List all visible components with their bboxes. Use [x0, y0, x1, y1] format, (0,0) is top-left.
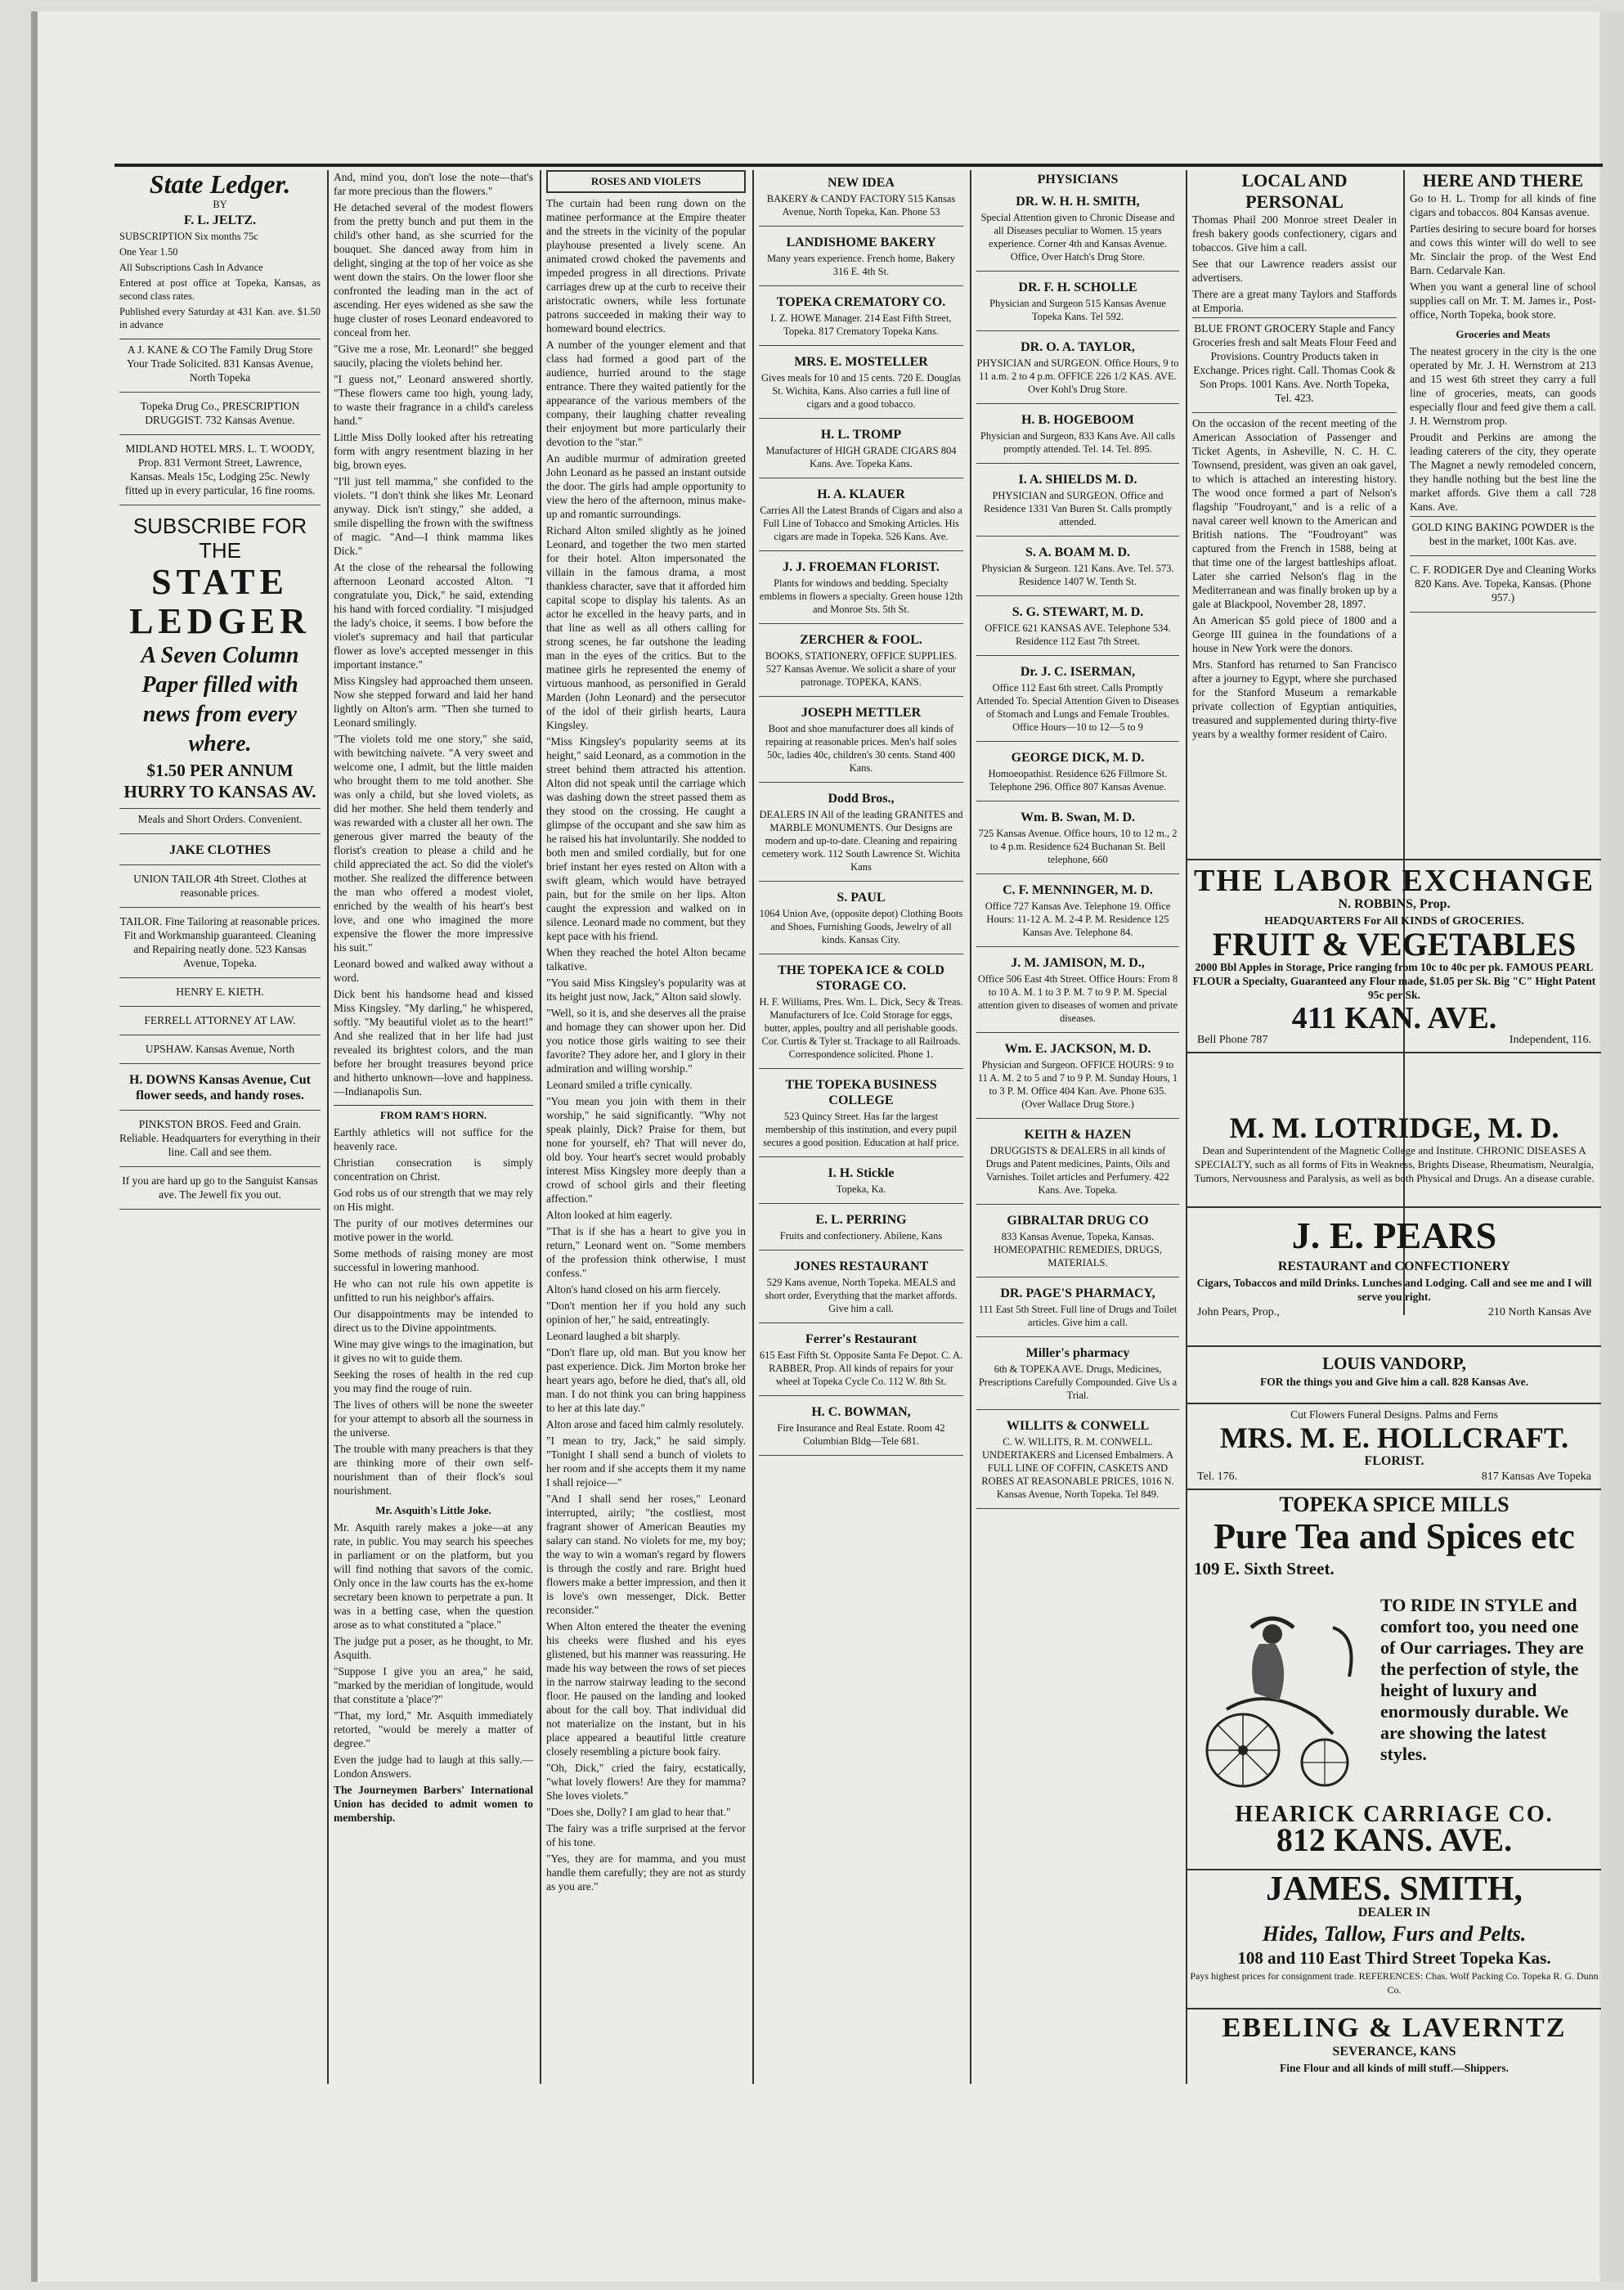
- ad: [976, 275, 1179, 331]
- paragraph: "Does she, Dolly? I am glad to hear that.": [546, 1806, 731, 1818]
- ad-title: THE TOPEKA BUSINESS COLLEGE: [785, 1078, 937, 1107]
- ad: [976, 1281, 1179, 1337]
- ad-text: PHYSICIAN and SURGEON. Office and Residence 1331 Van Buren St. Calls promptly attended.: [984, 490, 1172, 528]
- ad-title: Ferrer's Restaurant: [805, 1332, 917, 1346]
- subscribe-line: SUBSCRIBE FOR THE: [132, 514, 307, 563]
- hearick-ad: [1187, 1803, 1601, 1856]
- paragraph: He who can not rule his own appetite is unfitted to run his neighbor's affairs.: [334, 1277, 533, 1304]
- ad-text: Office 112 East 6th street. Calls Promptly Attended To. Special Attention Given to Diseases of Stomach and Lungs and Female Troubles. Office Hours—10 to 12—5 to 9: [976, 682, 1179, 733]
- ad: [759, 958, 963, 1069]
- ad-text: HEADQUARTERS For All KINDS of GROCERIES.: [1264, 915, 1524, 927]
- ad-text: Cigars, Tobaccos and mild Drinks. Lunches and Lodging. Call and see me and I will serve you right.: [1196, 1277, 1592, 1303]
- ad-title: I. H. Stickle: [828, 1166, 895, 1180]
- ad-text: Many years experience. French home, Bakery 316 E. 4th St.: [766, 253, 956, 277]
- paragraph: Wine may give wings to the imagination, but it gives no wit to guide them.: [334, 1338, 533, 1364]
- asquith-joke: [334, 1520, 533, 1780]
- ad-address: 812 KANS. AVE.: [1276, 1821, 1513, 1858]
- ad: [976, 1036, 1179, 1119]
- subscribe-ledger: LEDGER: [129, 601, 311, 641]
- ad-text: GOLD KING BAKING POWDER is the best in the market, 100t Kas. ave.: [1411, 521, 1595, 547]
- ad: [759, 786, 963, 882]
- story-title: ROSES AND VIOLETS: [546, 170, 746, 193]
- column-5: [971, 170, 1184, 2084]
- ad: [119, 869, 321, 908]
- paragraph: "You mean you join with them in their worship," he said significantly. "Why not speak plainly, Dick? Praise for them, but none for yourself, eh? That will never do, old boy. Your heart's secret would probably interest Miss Kingsley more deeply than a crowd of school girls and their fleeting affection.": [546, 1095, 746, 1205]
- paragraph: Mr. Asquith rarely makes a joke—at any rate, in public. You may search his speeches in parliament or on the platform, but you will find nothing that savors of the comic. Only once in the law courts has the ex-home secretary been known to perpetrate a pun. It was in a betting case, when the question arose as to what constituted a "place.": [334, 1521, 533, 1631]
- ad-text: Topeka Drug Co., PRESCRIPTION DRUGGIST. 732 Kansas Avenue.: [140, 400, 300, 426]
- ad-text: Boot and shoe manufacturer does all kinds of repairing at reasonable prices. Men's half soles 50c, ladies 40c, children's 30 cents. Stand 400 Kans.: [765, 723, 957, 774]
- ad-text: 1064 Union Ave, (opposite depot) Clothing Boots and Shoes, Furnishing Goods, Jewelry of all kinds. Kansas City.: [759, 908, 963, 945]
- paragraph: Seeking the roses of health in the red cup you may find the rouge of ruin.: [334, 1368, 533, 1394]
- ad-title: J. E. PEARS: [1291, 1215, 1497, 1256]
- ad: [759, 1254, 963, 1323]
- column-2: [329, 170, 538, 2084]
- ad-text: Office 727 Kansas Ave. Telephone 19. Office Hours: 11-12 A. M. 2-4 P. M. Residence 125 Kansas Ave. Telephone 84.: [985, 900, 1171, 938]
- ad-title: JAMES. SMITH,: [1266, 1870, 1523, 1908]
- ad-text: JAKE CLOTHES: [168, 843, 271, 857]
- ad: [976, 1413, 1179, 1509]
- rate-line: All Subscriptions Cash In Advance: [119, 262, 263, 273]
- ad-text: UPSHAW. Kansas Avenue, North: [145, 1043, 295, 1055]
- paragraph: "Don't mention her if you hold any such opinion of her," he said, entreatingly.: [546, 1300, 746, 1326]
- ad-title: JOSEPH METTLER: [801, 706, 922, 720]
- ad-title: TOPEKA SPICE MILLS: [1279, 1493, 1510, 1516]
- paragraph: "I mean to try, Jack," he said simply. "Tonight I shall send a bunch of violets to her room and if she accepts them it my name I shall rejoice—": [546, 1435, 746, 1488]
- ad-text: H. F. Williams, Pres. Wm. L. Dick, Secy & Treas. Manufacturers of Ice. Cold Storage for eggs, butter, apples, poultry and all perishable goods. Cor. Curtis & Tyler st. Trackage to all Railroads. Correspondence solicited. Phone 1.: [759, 996, 963, 1060]
- paragraph: "That, my lord," Mr. Asquith immediately retorted, "would be merely a matter of degree.": [334, 1709, 533, 1749]
- subscribe-address: HURRY TO KANSAS AV.: [123, 782, 316, 802]
- ad-title: THE LABOR EXCHANGE: [1194, 864, 1595, 898]
- ad-title: MRS. E. MOSTELLER: [794, 355, 928, 369]
- scan-edge: [31, 11, 38, 2282]
- ad-title: EBELING & LAVERNTZ: [1222, 2013, 1567, 2043]
- ad-title: NEW IDEA: [828, 176, 895, 190]
- paragraph: And, mind you, don't lose the note—that's far more precious than the flowers.": [334, 171, 533, 197]
- paragraph: On the occasion of the recent meeting of the American Association of Passenger and Ticket Agents, in Asheville, N. C. H. C. Townsend, president, was given an oak gavel, to which is attached an interesting history. The wood once formed a part of Nelson's flagship "Foudroyant," and is a relic of a naval career well known to the American and British nations. The "Foudroyant" was captured from the French in 1588, being at that time one of the largest battleships afloat. Later she carried Nelson's flag in the Mediterranean and was finally broken up by a gale at Blackpool, November 28, 1897.: [1192, 417, 1397, 610]
- paragraph: Proudit and Perkins are among the leading caterers of the city, they operate The Magnet a newly remodeled concern, they handle nothing but the best line the market affords. Give them a call 728 Kans. Ave.: [1410, 431, 1596, 513]
- ad-text: Fine Flour and all kinds of mill stuff.—Shippers.: [1280, 2062, 1509, 2074]
- ad: [976, 805, 1179, 874]
- ad: [119, 981, 321, 1007]
- ad: [976, 335, 1179, 404]
- paragraph: Mrs. Stanford has returned to San Francisco after a journey to Egypt, where she purchased for the Stanford Museum a remarkable private collection of Egyptian antiquities, treasured and supplemented during thirty-five years by a wealthy former resident of Cairo.: [1192, 658, 1397, 740]
- ad: [759, 170, 963, 227]
- paragraph: "And I shall send her roses," Leonard interrupted, airily; "the costliest, most fragrant shower of American Beauties my salary can stand. No violets for me, my boy; the way to win a woman's regard by flowers is through the costly and rare. Bright hued flowers make a better impression, and then it is love's own messenger, Dick. Better reconsider.": [546, 1493, 746, 1616]
- ad-address: 411 KAN. AVE.: [1291, 1001, 1497, 1035]
- ad-title: FRUIT & VEGETABLES: [1212, 926, 1577, 963]
- ad: [119, 1170, 321, 1210]
- ad-title: Dodd Bros.,: [828, 792, 895, 806]
- ad-text: Manufacturer of HIGH GRADE CIGARS 804 Kans. Ave. Topeka Kans.: [765, 445, 957, 469]
- ad: [1410, 559, 1596, 613]
- ad-text: OFFICE 621 KANSAS AVE. Telephone 534. Residence 112 East 7th Street.: [985, 622, 1171, 647]
- paragraph: "Suppose I give you an area," he said, "marked by the meridian of longitude, would that constitute a 'place'?": [334, 1665, 533, 1705]
- ad-address: SEVERANCE, KANS: [1332, 2045, 1456, 2059]
- subscribe-price: $1.50 PER ANNUM: [146, 761, 294, 780]
- ad: [759, 1327, 963, 1396]
- paragraph: God robs us of our strength that we may rely on His might.: [334, 1187, 533, 1213]
- paragraph: Leonard laughed a bit sharply.: [546, 1330, 680, 1342]
- paragraph: Little Miss Dolly looked after his retreating form with angry resentment blazing in her big, brown eyes.: [334, 431, 533, 471]
- carriage-illustration-icon: [1194, 1595, 1374, 1791]
- ad-title: J. M. JAMISON, M. D.,: [1011, 956, 1145, 970]
- ad: [119, 1010, 321, 1035]
- ad: [759, 290, 963, 346]
- ad-title: Miller's pharmacy: [1025, 1346, 1130, 1360]
- paragraph: See that our Lawrence readers assist our advertisers.: [1192, 258, 1397, 284]
- ad: [759, 885, 963, 954]
- ad: [976, 659, 1179, 742]
- ad: [759, 700, 963, 783]
- subscribe-box: [119, 509, 321, 809]
- ad-text: Office 506 East 4th Street. Office Hours: From 8 to 10 A. M. 1 to 3 P. M. 7 to 9 P. M. Special attention given to diseases of women and private diseases.: [977, 973, 1178, 1024]
- ad-text: C. F. RODIGER Dye and Cleaning Works 820 Kans. Ave. Topeka, Kansas. (Phone 957.): [1410, 564, 1596, 604]
- ad-title: JONES RESTAURANT: [793, 1260, 929, 1273]
- paragraph: The Journeymen Barbers' International Union has decided to admit women to membership.: [334, 1784, 533, 1824]
- ad-address: 109 E. Sixth Street.: [1194, 1559, 1335, 1578]
- ad-title: H. L. TROMP: [820, 428, 902, 442]
- paragraph: "Yes, they are for mamma, and you must handle them carefully; they are not as sturdy as you are.": [546, 1852, 746, 1893]
- ad-title: TOPEKA CREMATORY CO.: [776, 295, 946, 309]
- ad-address: 108 and 110 East Third Street Topeka Kas.: [1237, 1948, 1551, 1968]
- ad: [119, 837, 321, 865]
- ad-title: S. G. STEWART, M. D.: [1012, 605, 1144, 619]
- ad: [976, 1122, 1179, 1205]
- paragraph: "Well, so it is, and she deserves all the praise and homage they can shower upon her. Did you notice those girls waiting to see their favorite? They adore her, and I glory in their admiration and willing worship.": [546, 1007, 746, 1075]
- ebeling-ad: [1187, 2008, 1601, 2077]
- ad-text: Dean and Superintendent of the Magnetic College and Institute. CHRONIC DISEASES A SPECIALTY, such as all forms of Fits in Weakness, Brights Disease, Rheumatism, Neuralgia, Tumors, Nervousness and Paralysis, as well as both Physical and Drugs. An a disease curable.: [1194, 1144, 1595, 1184]
- ad-text: Fruits and confectionery. Abilene, Kans: [779, 1230, 943, 1242]
- ad-text: Fire Insurance and Real Estate. Room 42 Columbian Bldg—Tele 681.: [777, 1422, 945, 1447]
- ad-text: TAILOR. Fine Tailoring at reasonable prices. Fit and Workmanship guaranteed. Cleaning and Repairing neatly done. 523 Kansas Avenue, Topeka.: [119, 915, 321, 969]
- paragraph: When you want a general line of school supplies call on Mr. T. M. James ir., Post-office, North Topeka, book store.: [1410, 281, 1596, 321]
- masthead-by: BY: [213, 199, 227, 210]
- ad-text: BLUE FRONT GROCERY Staple and Fancy Groceries fresh and salt Meats Flour Feed and Provisions. Country Products taken in Exchange. Prices right. Call. Thomas Cook & Son Props. 1001 Kans. Ave. North Topeka, Tel. 423.: [1192, 322, 1397, 404]
- ad-text: A J. KANE & CO The Family Drug Store Your Trade Solicited. 831 Kansas Avenue, North Topeka: [126, 344, 314, 384]
- paragraph: Dick bent his handsome head and kissed Miss Kingsley. "My darling," he whispered, softly. "My beautiful violet as to the heart!" And she realized that in her life had just revealed its brightest colors, and the man before her brought treasures beyond price and hitherto unknown—love and happiness.—Indianapolis Sun.: [334, 988, 533, 1098]
- section-heading: Groceries and Meats: [1456, 328, 1550, 340]
- ad-title: LANDISHOME BAKERY: [786, 236, 936, 249]
- ad: [976, 1208, 1179, 1277]
- paragraph: Richard Alton smiled slightly as he joined Leonard, and together the two men started for their hotel. Alton impersonated the villain in the famous drama, a most thankless character, save that it afforded him capital scope to display his talents. As an actor he excelled in the heavy parts, and in that line as well as all others calling for strong scenes, he far outshone the leading man in the eyes of the critics. But to the matinee girls he represented the enemy of virtuous manhood, as personified in Gerald Marden (John Leonard) and the persecutor of the idol of their girlish hearts, Laura Kingsley.: [546, 524, 746, 731]
- paragraph: Alton's hand closed on his arm fiercely.: [546, 1283, 721, 1295]
- ad-title: E. L. PERRING: [815, 1213, 907, 1227]
- lotridge-ad: [1187, 1112, 1601, 1188]
- story-continued: [334, 170, 533, 1098]
- ad-title: DR. PAGE'S PHARMACY,: [1000, 1286, 1155, 1300]
- masthead: [119, 170, 321, 339]
- ad: [119, 911, 321, 978]
- ad-text: Cut Flowers Funeral Designs. Palms and Ferns: [1290, 1408, 1498, 1421]
- rate-line: SUBSCRIPTION Six months 75c: [119, 231, 258, 242]
- ad-title: M. M. LOTRIDGE, M. D.: [1229, 1111, 1559, 1144]
- rams-horn: [334, 1125, 533, 1497]
- ad: [759, 555, 963, 624]
- paragraph: Some methods of raising money are most successful in lowering manhood.: [334, 1247, 533, 1273]
- ad-text: DEALER IN: [1357, 1906, 1431, 1920]
- ad-title: H. C. BOWMAN,: [811, 1405, 911, 1419]
- ad: [759, 1399, 963, 1456]
- paragraph: Thomas Phail 200 Monroe street Dealer in fresh bakery goods confectionery, cigars and tobaccos. Give him a call.: [1192, 213, 1397, 254]
- ad-text: Physician & Surgeon. 121 Kans. Ave. Tel. 573. Residence 1407 W. Tenth St.: [981, 563, 1174, 587]
- ad-title: GIBRALTAR DRUG CO: [1007, 1214, 1149, 1228]
- paragraph: "Miss Kingsley's popularity seems at its height," said Leonard, as a commotion in the street behind them attracted his attention. Alton did not speak until the carriage which was dashing down the street passed them as they stood on the crossing. He caught a glimpse of the occupant and she saw him as he raised his hat involuntarily. She nodded to both men and smiled cordially, but for one brief instant her eyes rested on Alton with a swift gleam, which would have betrayed pain, but for the smile on her lips. Alton caught the expression and walked on in silence. Leonard made no comment, but they kept pace with his friend.: [546, 735, 746, 942]
- ad: [759, 1161, 963, 1204]
- ad-text: John Pears, Prop.,: [1197, 1306, 1280, 1318]
- paragraph: "I guess not," Leonard answered shortly. "These flowers came too high, young lady, to waste their fragrance in a child's careless hand.": [334, 373, 533, 427]
- ad-title: GEORGE DICK, M. D.: [1011, 751, 1145, 765]
- ad-text: H. DOWNS Kansas Avenue, Cut flower seeds, and handy roses.: [129, 1073, 311, 1102]
- published-note: Published every Saturday at 431 Kan. ave. $1.50 in advance: [119, 306, 321, 330]
- ad-title: LOUIS VANDORP,: [1322, 1354, 1466, 1373]
- paragraph: "The violets told me one story," she said, with bewitching naivete. "A very sweet and welcome one, I admit, but the little maiden who brought them to me told another. She was only a child, but she loved violets, as did her mother. She held them tenderly and was rewarded with a cluster all her own. The generous giver marred the beauty of the florist's creation to please a child and he child appreciated the act. So did the violet's mother. She realized the difference between the man who offered a modest violet, enriched by the wealth of his heart's best love, and one who imagined the more expensive the flower the more impressive his suit.": [334, 733, 533, 954]
- ad-title: Wm. E. JACKSON, M. D.: [1004, 1042, 1151, 1056]
- ad: [119, 396, 321, 435]
- ad-text: DRUGGISTS & DEALERS in all kinds of Drugs and Patent medicines, Paints, Oils and Varnishes. Toilet articles and Perfumery. 422 Kans. Ave. Topeka.: [985, 1145, 1170, 1196]
- paragraph: There are a great many Taylors and Staffords at Emporia.: [1192, 288, 1397, 314]
- ad: [759, 422, 963, 478]
- paragraph: An American $5 gold piece of 1800 and a George III guinea in the foundations of a house in New York were the donors.: [1192, 614, 1397, 654]
- masthead-editor: F. L. JELTZ.: [183, 213, 257, 227]
- paragraph: He detached several of the modest flowers from the pretty bunch and put them in the child's other hand, as she scurried for the bouquet. She danced away from him in delight, singing at the top of her voice as she went down the stairs. On the lower floor she confronted the leading man in the act of ascending. Her eyes widened as she saw the huge cluster of roses Leonard endeavored to conceal from her.: [334, 201, 533, 339]
- ad-text: If you are hard up go to the Sanguist Kansas ave. The Jewell fix you out.: [122, 1174, 318, 1201]
- ad-text: Physician and Surgeon. OFFICE HOURS: 9 to 11 A. M. 2 to 5 and 7 to 9 P. M. Sunday Hours, 1 to 3 P. M. Office 404 Kan. Ave. Phone 635. (Over Wallace Drug Store.): [977, 1059, 1178, 1110]
- ad-text: 2000 Bbl Apples in Storage, Price ranging from 10c to 40c per pk. FAMOUS PEARL FLOUR a Specialty, Guaranteed any Flour made, $1.05 per Sk. Big "C" Hight Patent 95c per Sk.: [1192, 961, 1596, 1001]
- top-rule: [114, 164, 1603, 167]
- subscribe-desc: A Seven Column Paper filled with news from every where.: [141, 643, 299, 757]
- ad-title: KEITH & HAZEN: [1024, 1128, 1132, 1142]
- ad-title: HEARICK CARRIAGE CO.: [1235, 1802, 1554, 1827]
- ad-title: DR. W. H. H. SMITH,: [1016, 195, 1140, 209]
- ad: [976, 467, 1179, 537]
- ad-title: H. A. KLAUER: [817, 487, 905, 501]
- ad-title: Wm. B. Swan, M. D.: [1020, 810, 1135, 824]
- ad-text: UNION TAILOR 4th Street. Clothes at reasonable prices.: [133, 873, 307, 899]
- smith-ad: [1187, 1869, 1601, 2000]
- ad-text: PINKSTON BROS. Feed and Grain. Reliable. Headquarters for everything in their line. Call and see them.: [119, 1118, 321, 1158]
- ad: [119, 1039, 321, 1064]
- vandorp-ad: [1187, 1345, 1601, 1391]
- ad-text: Pays highest prices for consignment trade. REFERENCES: Chas. Wolf Packing Co. Topeka R. G. Dunn Co.: [1190, 1970, 1599, 1996]
- ad-text: BAKERY & CANDY FACTORY 515 Kansas Avenue, North Topeka, Kan. Phone 53: [766, 193, 956, 218]
- labor-exchange-ad: [1187, 859, 1601, 1053]
- ad-text: FLORIST.: [1364, 1454, 1424, 1468]
- ad-phone: Tel. 176.: [1197, 1471, 1238, 1483]
- ad: [759, 349, 963, 419]
- ad-text: Physician and Surgeon, 833 Kans Ave. All calls promptly attended. Tel. 14. Tel. 895.: [980, 430, 1176, 455]
- ad-text: MIDLAND HOTEL MRS. L. T. WOODY, Prop. 831 Vermont Street, Lawrence, Kansas. Meals 15c, Lodging 25c. Newly fitted up in every particular, 16 fine rooms.: [124, 442, 316, 496]
- paragraph: Earthly athletics will not suffice for the heavenly race.: [334, 1126, 533, 1152]
- ad-text: Homoeopathist. Residence 626 Fillmore St. Telephone 296. Office 807 Kansas Avenue.: [988, 768, 1168, 793]
- paragraph: Go to H. L. Tromp for all kinds of fine cigars and tobaccos. 804 Kansas avenue.: [1410, 192, 1596, 218]
- ad-text: 111 East 5th Street. Full line of Drugs and Toilet articles. Give him a call.: [978, 1304, 1178, 1328]
- column-4: [754, 170, 968, 2084]
- paragraph: An audible murmur of admiration greeted John Leonard as he passed an instant outside the door. The girls had ample opportunity to view the hero of the afternoon, minus make-up and romantic surroundings.: [546, 452, 746, 520]
- ad-title: Dr. J. C. ISERMAN,: [1020, 665, 1136, 679]
- postal-note: Entered at post office at Topeka, Kansas, as second class rates.: [119, 277, 321, 302]
- ad-text: C. W. WILLITS, R. M. CONWELL. UNDERTAKERS and Licensed Embalmers. A FULL LINE OF COFFIN, CASKETS AND ROBES AT REASONABLE PRICES, 1016 N. Kansas Avenue, North Topeka. Tel 849.: [981, 1436, 1174, 1500]
- ad-phone: Bell Phone 787: [1197, 1034, 1268, 1046]
- masthead-title: State Ledger.: [149, 170, 291, 199]
- ad-address: 817 Kansas Ave Topeka: [1481, 1471, 1591, 1483]
- ad: [119, 1114, 321, 1167]
- section-heading: PHYSICIANS: [1037, 173, 1119, 186]
- ad-text: Meals and Short Orders. Convenient.: [137, 813, 303, 825]
- ad: [119, 339, 321, 393]
- ad: [759, 230, 963, 286]
- paragraph: The fairy was a trifle surprised at the fervor of his tone.: [546, 1822, 746, 1848]
- ad: [759, 482, 963, 551]
- paragraph: Alton arose and faced him calmly resolutely.: [546, 1418, 744, 1430]
- paragraph: Miss Kingsley had approached them unseen. Now she stepped forward and laid her hand lightly on Alton's arm. "Then she turned to Leonard smilingly.: [334, 675, 533, 729]
- paragraph: Christian consecration is simply concentration on Christ.: [334, 1156, 533, 1183]
- paragraph: "You said Miss Kingsley's popularity was at its height just now, Jack," Alton said slowly.: [546, 977, 746, 1003]
- ad-text: Gives meals for 10 and 15 cents. 720 E. Douglas St. Wichita, Kans. Also carries a full line of cigars and a good tobacco.: [760, 372, 962, 410]
- ad-text: BOOKS, STATIONERY, OFFICE SUPPLIES. 527 Kansas Avenue. We solicit a share of your patronage. TOPEKA, KANS.: [765, 650, 958, 688]
- section-heading: HERE AND THERE: [1422, 170, 1584, 191]
- ad-text: 833 Kansas Avenue, Topeka, Kansas. HOMEOPATHIC REMEDIES, DRUGS, MATERIALS.: [994, 1231, 1162, 1268]
- ad-text: I. Z. HOWE Manager. 214 East Fifth Street, Topeka. 817 Crematory Topeka Kans.: [770, 312, 952, 337]
- ad-text: FOR the things you and Give him a call. 828 Kansas Ave.: [1260, 1376, 1528, 1388]
- ad-title: THE TOPEKA ICE & COLD STORAGE CO.: [778, 963, 944, 993]
- ad: [976, 407, 1179, 464]
- pears-ad: [1187, 1206, 1601, 1319]
- section-heading: Mr. Asquith's Little Joke.: [375, 1504, 491, 1516]
- ad: [119, 438, 321, 505]
- paragraph: Our disappointments may be intended to direct us to the Divine appointments.: [334, 1308, 533, 1334]
- paragraph: "That is if she has a heart to give you in return," Leonard went on. "Some members of the profession think otherwise, I must confess.": [546, 1225, 746, 1279]
- ad-title: DR. F. H. SCHOLLE: [1018, 281, 1137, 294]
- ad: [976, 540, 1179, 596]
- column-1: [114, 170, 325, 2084]
- ad-text: 6th & TOPEKA AVE. Drugs, Medicines, Prescriptions Carefully Compounded. Give Us a Trial.: [978, 1363, 1178, 1401]
- paragraph: The lives of others will be none the sweeter for your attempt to absorb all the sourness in the universe.: [334, 1399, 533, 1439]
- ad-text: Topeka, Ka.: [836, 1183, 886, 1195]
- ad-text: Hides, Tallow, Furs and Pelts.: [1262, 1922, 1527, 1946]
- ad-title: I. A. SHIELDS M. D.: [1018, 473, 1137, 487]
- paragraph: The curtain had been rung down on the matinee performance at the Empire theater and the streets in the vicinity of the popular playhouse presented a lively scene. An animated crowd choked the pavements and impeded progress in all directions. Private carriages drew up at the curb to receive their aristocratic owners, while less fortunate patrons succeeded in making their way to homeward bound electrics.: [546, 197, 746, 335]
- paragraph: Alton looked at him eagerly.: [546, 1209, 672, 1221]
- ad-title: H. B. HOGEBOOM: [1021, 413, 1134, 427]
- ad-text: DEALERS IN All of the leading GRANITES and MARBLE MONUMENTS. Our Designs are modern and up-to-date. Cleaning and repairing cemetery work. 112 South Lawrence St. Wichita Kans: [759, 809, 963, 873]
- rate-line: One Year 1.50: [119, 246, 178, 258]
- ad: [759, 627, 963, 697]
- ad-text: FERRELL ATTORNEY AT LAW.: [144, 1014, 296, 1026]
- ad-title: ZERCHER & FOOL.: [800, 633, 922, 647]
- paragraph: "I'll just tell mamma," she confided to the violets. "I don't think she likes Mr. Leonard anyway. Dick isn't stingy," she added, a smile dispelling the frown with the swiftness of magic. "And—I think mamma likes Dick.": [334, 475, 533, 557]
- ad-text: Carries All the Latest Brands of Cigars and also a Full Line of Tobacco and Smoking Articles. His cigars are made in Topeka. 526 Kans. Ave.: [760, 505, 962, 542]
- paragraph: A number of the younger element and that class had formed a good part of the audience, hurried around to the stage entrance. There they waited patiently for the appearance of the various members of the company, their laughing chatter revealing their enjoyment but more particularly their devotion to the "star.": [546, 339, 746, 448]
- ad: [759, 1072, 963, 1157]
- paragraph: Leonard smiled a trifle cynically.: [546, 1079, 693, 1091]
- spice-mills-ad: [1187, 1488, 1601, 1580]
- carriage-ad: [1187, 1595, 1601, 1799]
- ad-title: S. A. BOAM M. D.: [1025, 546, 1130, 559]
- paragraph: The neatest grocery in the city is the one operated by Mr. J. H. Wernstrom at 213 and 15 west 6th street they carry a full line of groceries, meats, can goods especially flour and feed give them a call. J. H. Wernstrom prop.: [1410, 345, 1596, 427]
- ad-title: DR. O. A. TAYLOR,: [1021, 340, 1135, 354]
- paragraph: "Give me a rose, Mr. Leonard!" she begged saucily, placing the violets behind her.: [334, 343, 533, 369]
- ad-text: 725 Kansas Avenue. Office hours, 10 to 12 m., 2 to 4 p.m. Residence 624 Buchanan St. Bell telephone, 660: [978, 828, 1178, 865]
- ad-text: Plants for windows and bedding. Specialty emblems in flowers a specialty. Green house 12th and Monroe Sts. 5th St.: [759, 577, 963, 615]
- ad: [976, 189, 1179, 272]
- paragraph: Leonard bowed and walked away without a word.: [334, 958, 533, 984]
- ad: [976, 950, 1179, 1033]
- ad-title: C. F. MENNINGER, M. D.: [1003, 883, 1153, 897]
- ad-text: PHYSICIAN and SURGEON. Office Hours, 9 to 11 a.m. 2 to 4 p.m. OFFICE 226 1/2 KAS. AVE. Over Kohl's Drug Store.: [976, 357, 1179, 395]
- ad-text: TO RIDE IN STYLE and comfort too, you need one of Our carriages. They are the perfection of style, the height of luxury and enormously durable. We are showing the latest styles.: [1380, 1595, 1584, 1764]
- scan-edge-right: [1601, 11, 1624, 2282]
- ad-title: S. PAUL: [837, 891, 886, 905]
- ad-title: WILLITS & CONWELL: [1006, 1419, 1150, 1433]
- section-heading: FROM RAM'S HORN.: [334, 1105, 533, 1122]
- paragraph: The purity of our motives determines our motive power in the world.: [334, 1217, 533, 1243]
- ad: [1192, 317, 1397, 413]
- column-3: [541, 170, 751, 2084]
- section-heading: LOCAL AND PERSONAL: [1241, 170, 1348, 212]
- paragraph: The trouble with many preachers is that they are thinking more of their own self-nourishment than of their flock's soul nourishment.: [334, 1443, 533, 1497]
- ad-text: Special Attention given to Chronic Disease and all Diseases peculiar to Women. 15 years experience. Corner 4th and Kansas Avenue. Office, Over Hatch's Drug Store.: [980, 212, 1175, 263]
- ad-address: 210 North Kansas Ave: [1487, 1306, 1591, 1318]
- ad-text: N. ROBBINS, Prop.: [1338, 897, 1451, 911]
- ad-phone: Independent, 116.: [1509, 1034, 1591, 1046]
- paragraph: The judge put a poser, as he thought, to Mr. Asquith.: [334, 1635, 533, 1661]
- ad-text: RESTAURANT and CONFECTIONERY: [1277, 1260, 1511, 1273]
- ad-text: HENRY E. KIETH.: [176, 986, 264, 998]
- paragraph: Parties desiring to secure board for horses and cows this winter will do well to see Mr. Sinclair the prop. of the West End Barn. Cedarvale Kan.: [1410, 222, 1596, 276]
- hollcraft-ad: [1187, 1403, 1601, 1484]
- paragraph: "Don't flare up, old man. But you know her past experience. Dick. Jim Morton broke her heart years ago, before he died, that's all, old man. I do not think you can bring happiness to her at this late day.": [546, 1346, 746, 1414]
- ad: [119, 809, 321, 834]
- paragraph: When Alton entered the theater the evening his cheeks were flushed and his eyes glistened, but his manner was reassuring. He made his way between the rows of set pieces in the narrow stairway leading to the second floor. He paused on the landing and looked about for the call boy. That individual did not materialize on the instant, but in his place appeared a beautiful little creature closely resembling a picture book fairy.: [546, 1620, 746, 1758]
- ad: [976, 599, 1179, 656]
- ad-text: 529 Kans avenue, North Topeka. MEALS and short order, Everything that the market affords. Give him a call.: [765, 1277, 958, 1314]
- ad-title: MRS. M. E. HOLLCRAFT.: [1219, 1421, 1569, 1454]
- ad: [1410, 516, 1596, 556]
- paragraph: "Oh, Dick," cried the fairy, ecstatically, "what lovely flowers! Are they for mamma? She loves violets.": [546, 1762, 746, 1802]
- ad: [976, 1340, 1179, 1410]
- paragraph: At the close of the rehearsal the following afternoon Leonard accosted Alton. "I congratulate you, Dick," he said, extending his hand with forced cordiality. "I misjudged the lady's choice, it seems. I bow before the violet's supremacy and hail that particular flower as love's accepted messenger in this important instance.": [334, 561, 533, 671]
- ad-text: 523 Quincy Street. Has far the largest membership of this institution, and every pupil secures a good position. Education at half price.: [763, 1111, 959, 1148]
- paragraph: Even the judge had to laugh at this sally.—London Answers.: [334, 1753, 533, 1780]
- paragraph: When they reached the hotel Alton became talkative.: [546, 946, 746, 972]
- ad: [119, 1067, 321, 1111]
- ad-title: Pure Tea and Spices etc: [1214, 1516, 1575, 1556]
- ad: [976, 878, 1179, 947]
- ad-text: 615 East Fifth St. Opposite Santa Fe Depot. C. A. RABBER, Prop. All kinds of repairs for your wheel at Topeka Cycle Co. 112 W. 8th St.: [759, 1349, 963, 1387]
- ad-text: Physician and Surgeon 515 Kansas Avenue Topeka Kans. Tel 592.: [989, 298, 1166, 322]
- ad-title: J. J. FROEMAN FLORIST.: [783, 560, 940, 574]
- ad: [759, 1207, 963, 1251]
- subscribe-state: STATE: [151, 562, 289, 602]
- ad: [976, 745, 1179, 802]
